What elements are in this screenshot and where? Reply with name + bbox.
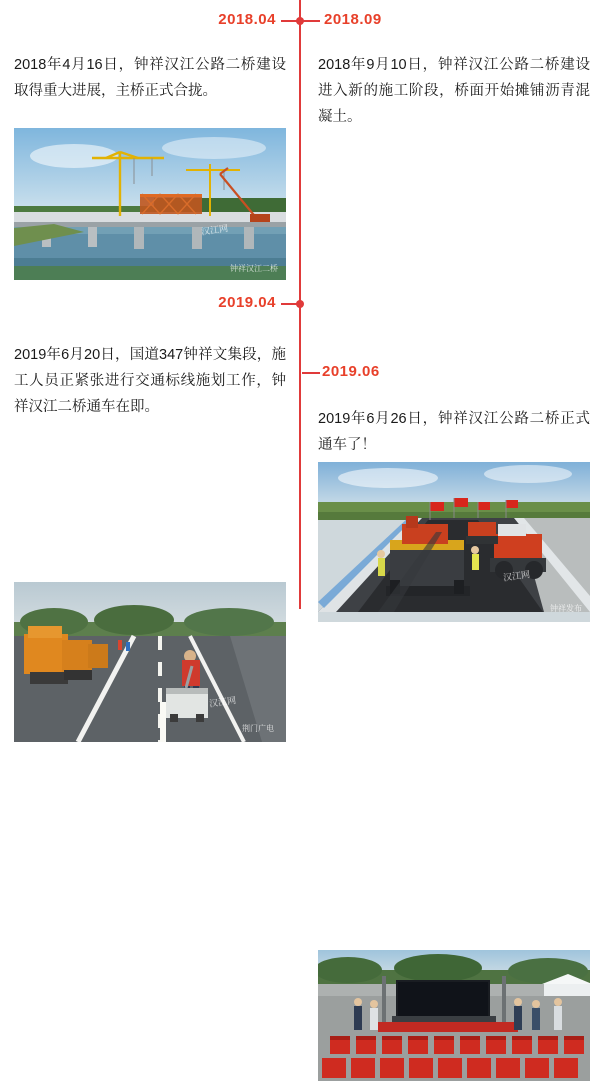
road-marking-illustration <box>14 582 286 742</box>
road-marking-photo <box>14 582 286 742</box>
asphalt-paving-photo <box>318 462 590 622</box>
photo-watermark: 汉江网 <box>208 695 237 709</box>
entry-text-2018-09: 2018年9月10日，钟祥汉江公路二桥建设进入新的施工阶段，桥面开始摊铺沥青混凝土。 <box>318 57 590 125</box>
timeline-date-2018-09: 2018.09 <box>324 11 382 28</box>
entry-text-2019-04: 2019年6月20日，国道347钟祥文集段，施工人员正紧张进行交通标线施划工作，钟祥汉江二桥通车在即。 <box>14 347 286 415</box>
entry-text-2019-06: 2019年6月26日，钟祥汉江公路二桥正式通车了！ <box>318 411 590 453</box>
timeline-tick-2 <box>302 20 320 22</box>
photo-watermark: 汉江网 <box>502 569 531 583</box>
bridge-construction-illustration <box>14 128 286 280</box>
timeline-date-2019-04: 2019.04 <box>218 294 276 311</box>
photo-watermark-secondary: 钟祥发布 <box>550 604 582 613</box>
photo-watermark-secondary: 荆门广电 <box>242 724 274 733</box>
opening-ceremony-illustration <box>318 950 590 1081</box>
photo-watermark: 汉江网 <box>200 223 229 237</box>
timeline-date-2019-06: 2019.06 <box>322 363 380 380</box>
entry-text-2018-04: 2018年4月16日，钟祥汉江公路二桥建设取得重大进展，主桥正式合拢。 <box>14 57 286 99</box>
timeline-tick-4 <box>302 372 320 374</box>
opening-ceremony-photo <box>318 950 590 1081</box>
photo-watermark-secondary: 钟祥汉江二桥 <box>230 264 278 273</box>
bridge-construction-photo <box>14 128 286 280</box>
timeline-dot-3 <box>296 300 304 308</box>
timeline-date-2018-04: 2018.04 <box>218 11 276 28</box>
asphalt-paving-illustration <box>318 462 590 622</box>
